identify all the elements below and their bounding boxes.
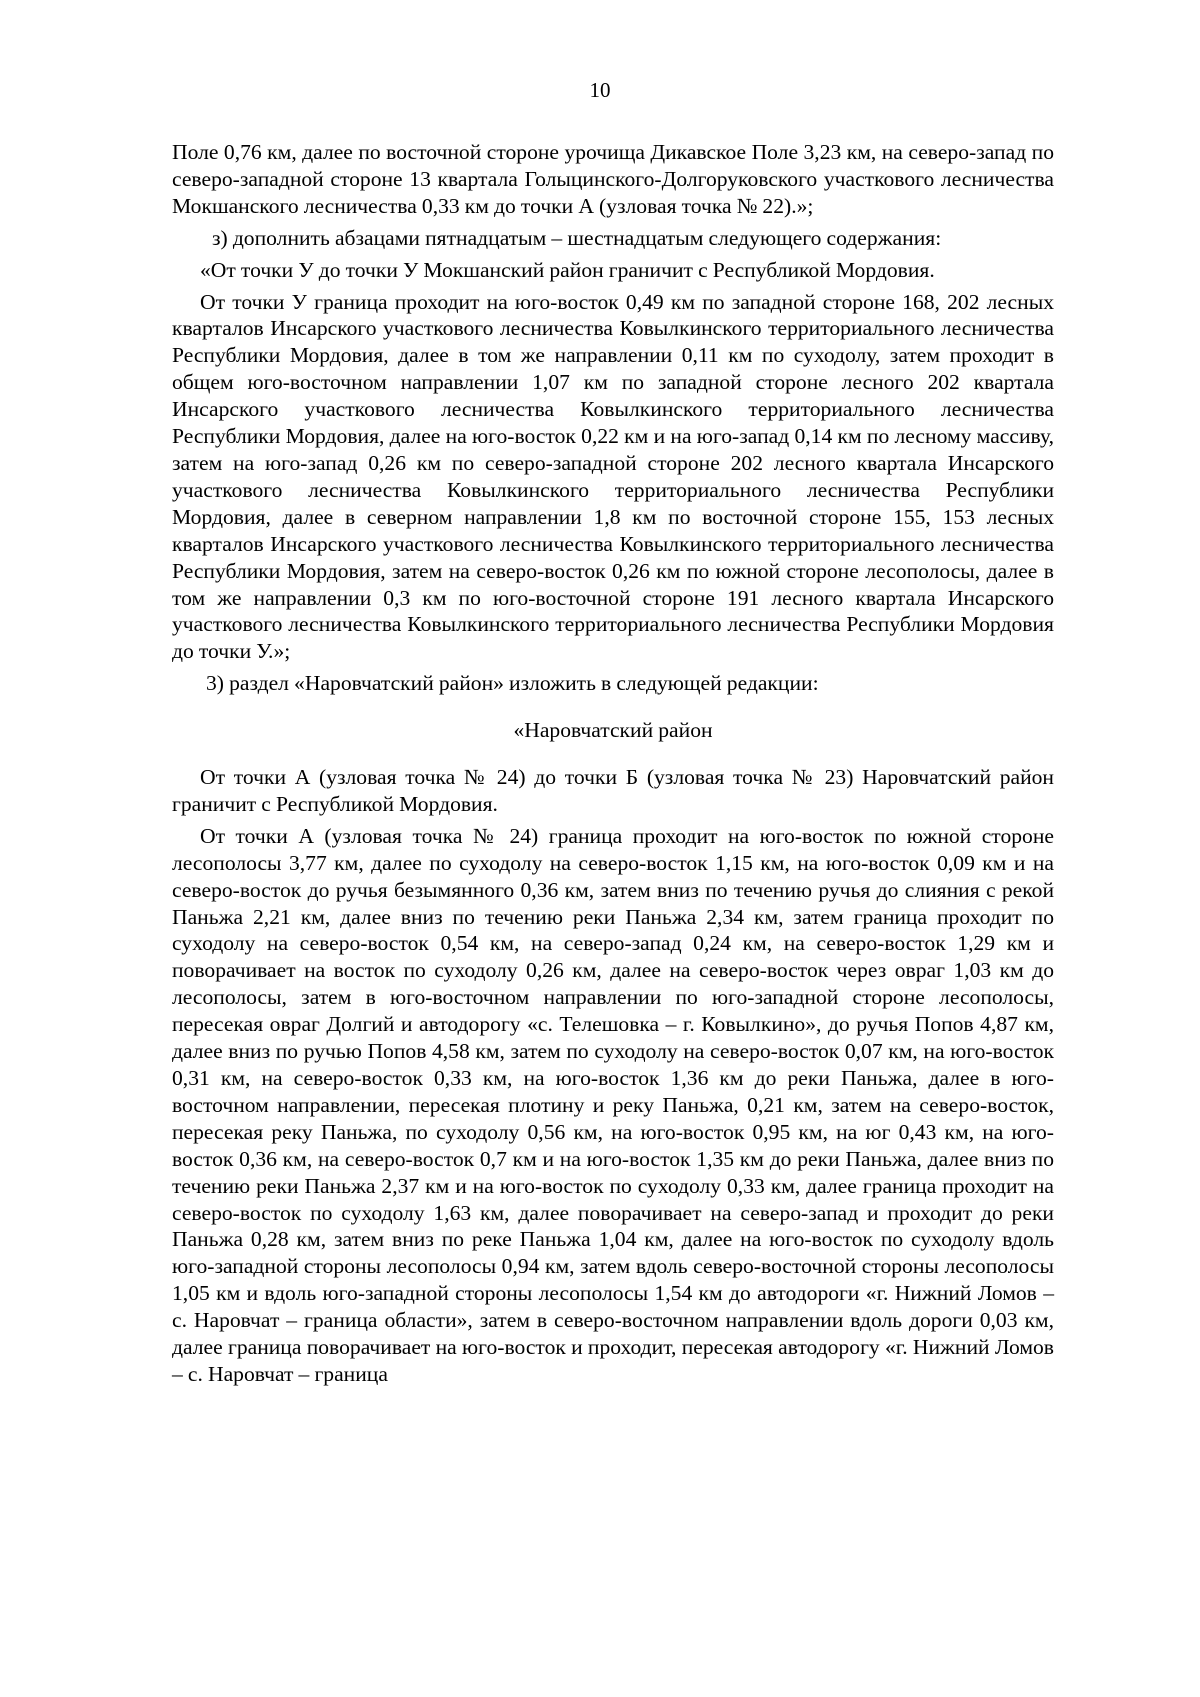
paragraph-amendment-3: 3) раздел «Наровчатский район» изложить в следующей редакции: [206,671,819,696]
paragraph-amendment-z: з) дополнить абзацами пятнадцатым – шестнадцатым следующего содержания: [212,225,942,250]
section-heading-narovchatsky: «Наровчатский район [513,718,713,743]
paragraph-narovchatsky-border-description: От точки А (узловая точка № 24) граница проходит на юго-восток по южной стороне лесополосы 3,77 км, далее по суходолу на северо-восток 1,15 км, на юго-восток 0,09 км и на северо-восток до ручья безымянного 0,36 км, затем вниз по течению ручья до слияния с рекой Паньжа 2,21 км, далее вниз по течению реки Паньжа 2,34 км, затем граница проходит по суходолу на северо-восток 0,54 км, на северо-запад 0,24 км, на северо-восток 1,29 км и поворачивает на восток по суходолу 0,26 км, далее на северо-восток через овраг 1,03 км до лесополосы, затем в юго-восточном направлении по юго-западной стороне лесополосы, пересекая овраг Долгий и автодорогу «с. Телешовка – г. Ковылкино», до ручья Попов 4,87 км, далее вниз по ручью Попов 4,58 км, затем по суходолу на северо-восток 0,07 км, на юго-восток 0,31 км, на северо-восток 0,33 км, на юго-восток 1,36 км до реки Паньжа, далее в юго-восточном направлении, пересекая плотину и реку Паньжа, 0,21 км, затем на северо-восток, пересекая реку Паньжа, по суходолу 0,56 км, на юго-восток 0,95 км, на юг 0,43 км, на юго-восток 0,36 км, на северо-восток 0,7 км и на юго-восток 1,35 км до реки Паньжа, далее вниз по течению реки Паньжа 2,37 км и на юго-восток по суходолу 0,33 км, далее граница проходит на северо-восток по суходолу 1,63 км, далее поворачивает на северо-запад и проходит до реки Паньжа 0,28 км, затем вниз по реке Паньжа 1,04 км, далее на юго-восток по суходолу вдоль юго-западной стороны лесополосы 0,94 км, затем вдоль северо-восточной стороны лесополосы 1,05 км и вдоль юго-западной стороны лесополосы 1,54 км до автодороги «г. Нижний Ломов – с. Наровчат – граница области», затем в северо-восточном направлении вдоль дороги 0,03 км, далее граница поворачивает на юго-восток и проходит, пересекая автодорогу «г. Нижний Ломов – с. Наровчат – граница [172,823,1054,1386]
page-number: 10 [589,78,611,102]
paragraph-mokshansky-border-intro: «От точки У до точки У Мокшанский район граничит с Республикой Мордовия. [200,257,935,282]
paragraph-continuation: Поле 0,76 км, далее по восточной стороне урочища Дикавское Поле 3,23 км, на северо-запад по северо-западной стороне 13 квартала Голыцинского-Долгоруковского участкового лесничества Мокшанского лесничества 0,33 км до точки А (узловая точка № 22).»; [172,140,1054,218]
paragraph-mokshansky-border-description: От точки У граница проходит на юго-восток 0,49 км по западной стороне 168, 202 лесных кварталов Инсарского участкового лесничества Ковылкинского территориального лесничества Республики Мордовия, далее в том же направлении 0,11 км по суходолу, затем проходит в общем юго-восточном направлении 1,07 км по западной стороне лесного 202 квартала Инсарского участкового лесничества Ковылкинского территориального лесничества Республики Мордовия, далее на юго-восток 0,22 км и на юго-запад 0,14 км по лесному массиву, затем на юго-запад 0,26 км по северо-западной стороне 202 лесного квартала Инсарского участкового лесничества Ковылкинского территориального лесничества Республики Мордовия, далее в северном направлении 1,8 км по восточной стороне 155, 153 лесных кварталов Инсарского участкового лесничества Ковылкинского территориального лесничества Республики Мордовия, затем на северо-восток 0,26 км по южной стороне лесополосы, далее в том же направлении 0,3 км по юго-восточной стороне 191 лесного квартала Инсарского участкового лесничества Ковылкинского территориального лесничества Республики Мордовия до точки У.»; [172,289,1054,664]
paragraph-narovchatsky-border-intro: От точки А (узловая точка № 24) до точки Б (узловая точка № 23) Наровчатский район граничит с Республикой Мордовия. [172,765,1054,816]
document-body [172,139,1054,1393]
